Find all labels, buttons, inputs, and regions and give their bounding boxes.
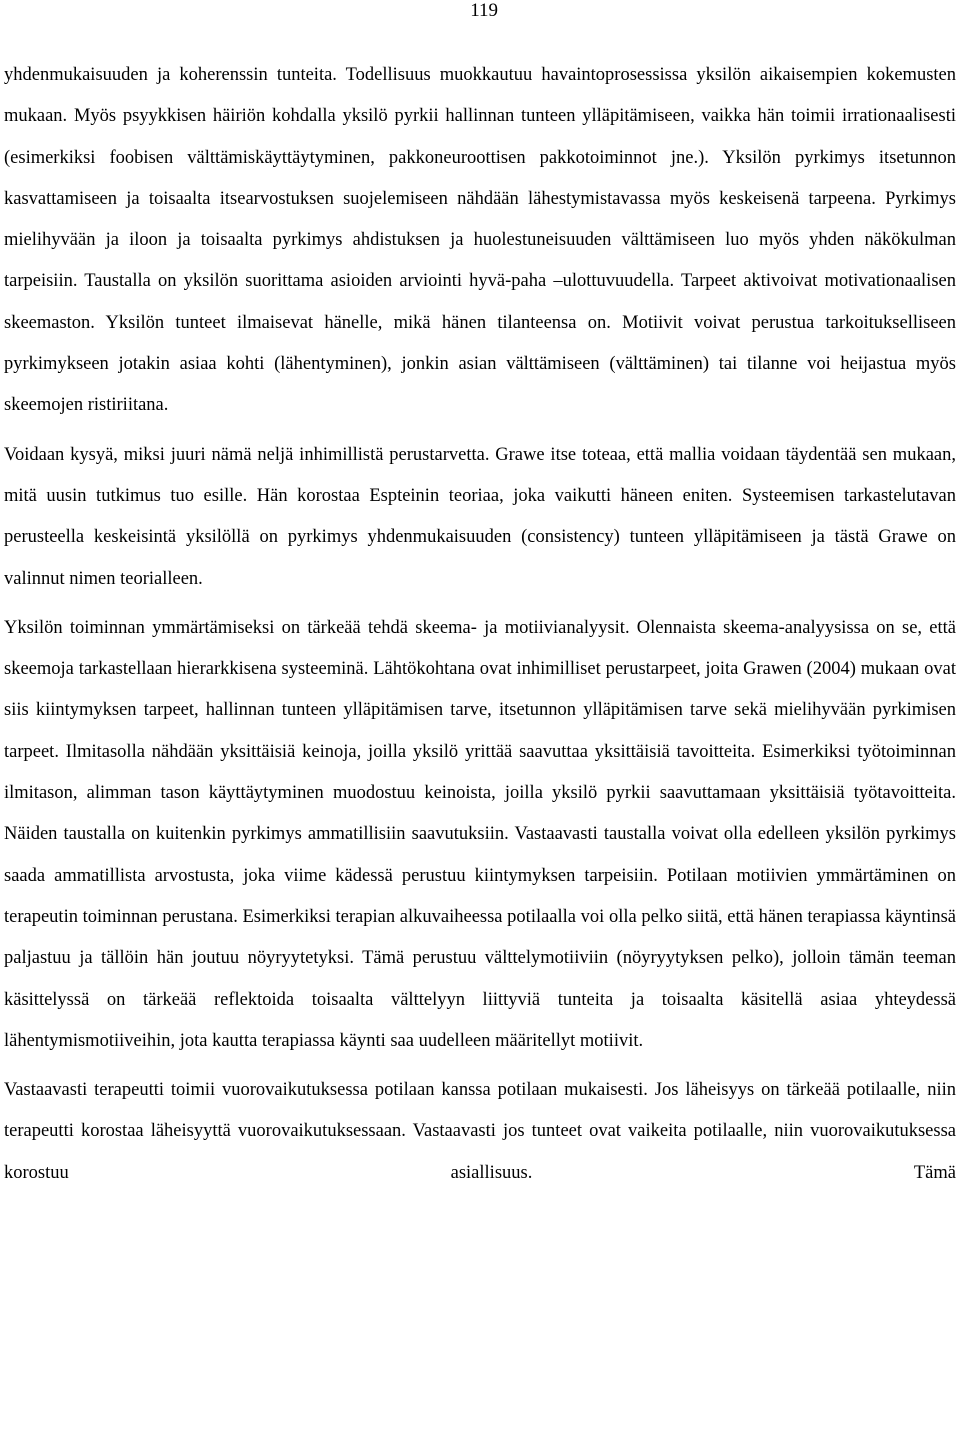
paragraph-3: Yksilön toiminnan ymmärtämiseksi on tärkeää tehdä skeema- ja motiivianalyysit. Olennaista skeema-analyysissa on se, että skeemoja tarkastellaan hierarkkisena systeeminä. Lähtökohtana ovat inhimilliset perustarpeet, joita Grawen (2004) mukaan ovat siis kiintymyksen tarpeet, hallinnan tunteen ylläpitämisen tarve, itsetunnon ylläpitämisen tarve sekä mielihyvään pyrkimisen tarpeet. Ilmitasolla nähdään yksittäisiä keinoja, joilla yksilö yrittää saavuttaa yksittäisiä tavoitteita. Esimerkiksi työtoiminnan ilmitason, alimman tason käyttäytyminen muodostuu keinoista, joilla yksilö pyrkii saavuttamaan yksittäisiä työtavoitteita. Näiden taustalla on kuitenkin pyrkimys ammatillisiin saavutuksiin. Vastaavasti taustalla voivat olla edelleen yksilön pyrkimys saada ammatillista arvostusta, joka viime kädessä perustuu kiintymyksen tarpeisiin. Potilaan motiivien ymmärtäminen on terapeutin toiminnan perustana. Esimerkiksi terapian alkuvaiheessa potilaalla voi olla pelko siitä, että hänen terapiassa käyntinsä paljastuu ja tällöin hän joutuu nöyryytetyksi. Tämä perustuu välttelymotiiviin (nöyryytyksen pelko), jolloin tämän teeman käsittelyssä on tärkeää reflektoida toisaalta välttelyyn liittyviä tunteita ja toisaalta käsitellä asiaa yhteydessä lähentymismotiiveihin, jota kautta terapiassa käynti saa uudelleen määritellyt motiivit. [4,617,956,1051]
paragraph-4: Vastaavasti terapeutti toimii vuorovaikutuksessa potilaan kanssa potilaan mukaisesti. Jos läheisyys on tärkeää potilaalle, niin terapeutti korostaa läheisyyttä vuorovaikutuksessaan. Vastaavasti jos tunteet ovat vaikeita potilaalle, niin vuorovaikutuksessa korostuu asiallisuus. Tämä [4,1080,956,1183]
document-body [4,55,956,1194]
paragraph-1: yhdenmukaisuuden ja koherenssin tunteita. Todellisuus muokkautuu havaintoprosessissa yksilön aikaisempien kokemusten mukaan. Myös psyykkisen häiriön kohdalla yksilö pyrkii hallinnan tunteen ylläpitämiseen, vaikka hän toimii irrationaalisesti (esimerkiksi foobisen välttämiskäyttäytyminen, pakkoneuroottisen pakkotoiminnot jne.). Yksilön pyrkimys itsetunnon kasvattamiseen ja toisaalta itsearvostuksen suojelemiseen nähdään lähestymistavassa myös keskeisenä tarpeena. Pyrkimys mielihyvään ja iloon ja toisaalta pyrkimys ahdistuksen ja huolestuneisuuden välttämiseen luo myös yhden näkökulman tarpeisiin. Taustalla on yksilön suorittama asioiden arviointi hyvä-paha –ulottuvuudella. Tarpeet aktivoivat motivationaalisen skeemaston. Yksilön tunteet ilmaisevat hänelle, mikä hänen tilanteensa on. Motiivit voivat perustua tarkoitukselliseen pyrkimykseen jotakin asiaa kohti (lähentyminen), jonkin asian välttämiseen (välttäminen) tai tilanne voi heijastua myös skeemojen ristiriitana. [4,65,956,416]
page-number: 119 [470,0,498,21]
paragraph-2: Voidaan kysyä, miksi juuri nämä neljä inhimillistä perustarvetta. Grawe itse toteaa, että mallia voidaan täydentää sen mukaan, mitä uusin tutkimus tuo esille. Hän korostaa Espteinin teoriaa, joka vaikutti häneen eniten. Systeemisen tarkastelutavan perusteella keskeisintä yksilöllä on pyrkimys yhdenmukaisuuden (consistency) tunteen ylläpitämiseen ja tästä Grawe on valinnut nimen teorialleen. [4,444,956,589]
